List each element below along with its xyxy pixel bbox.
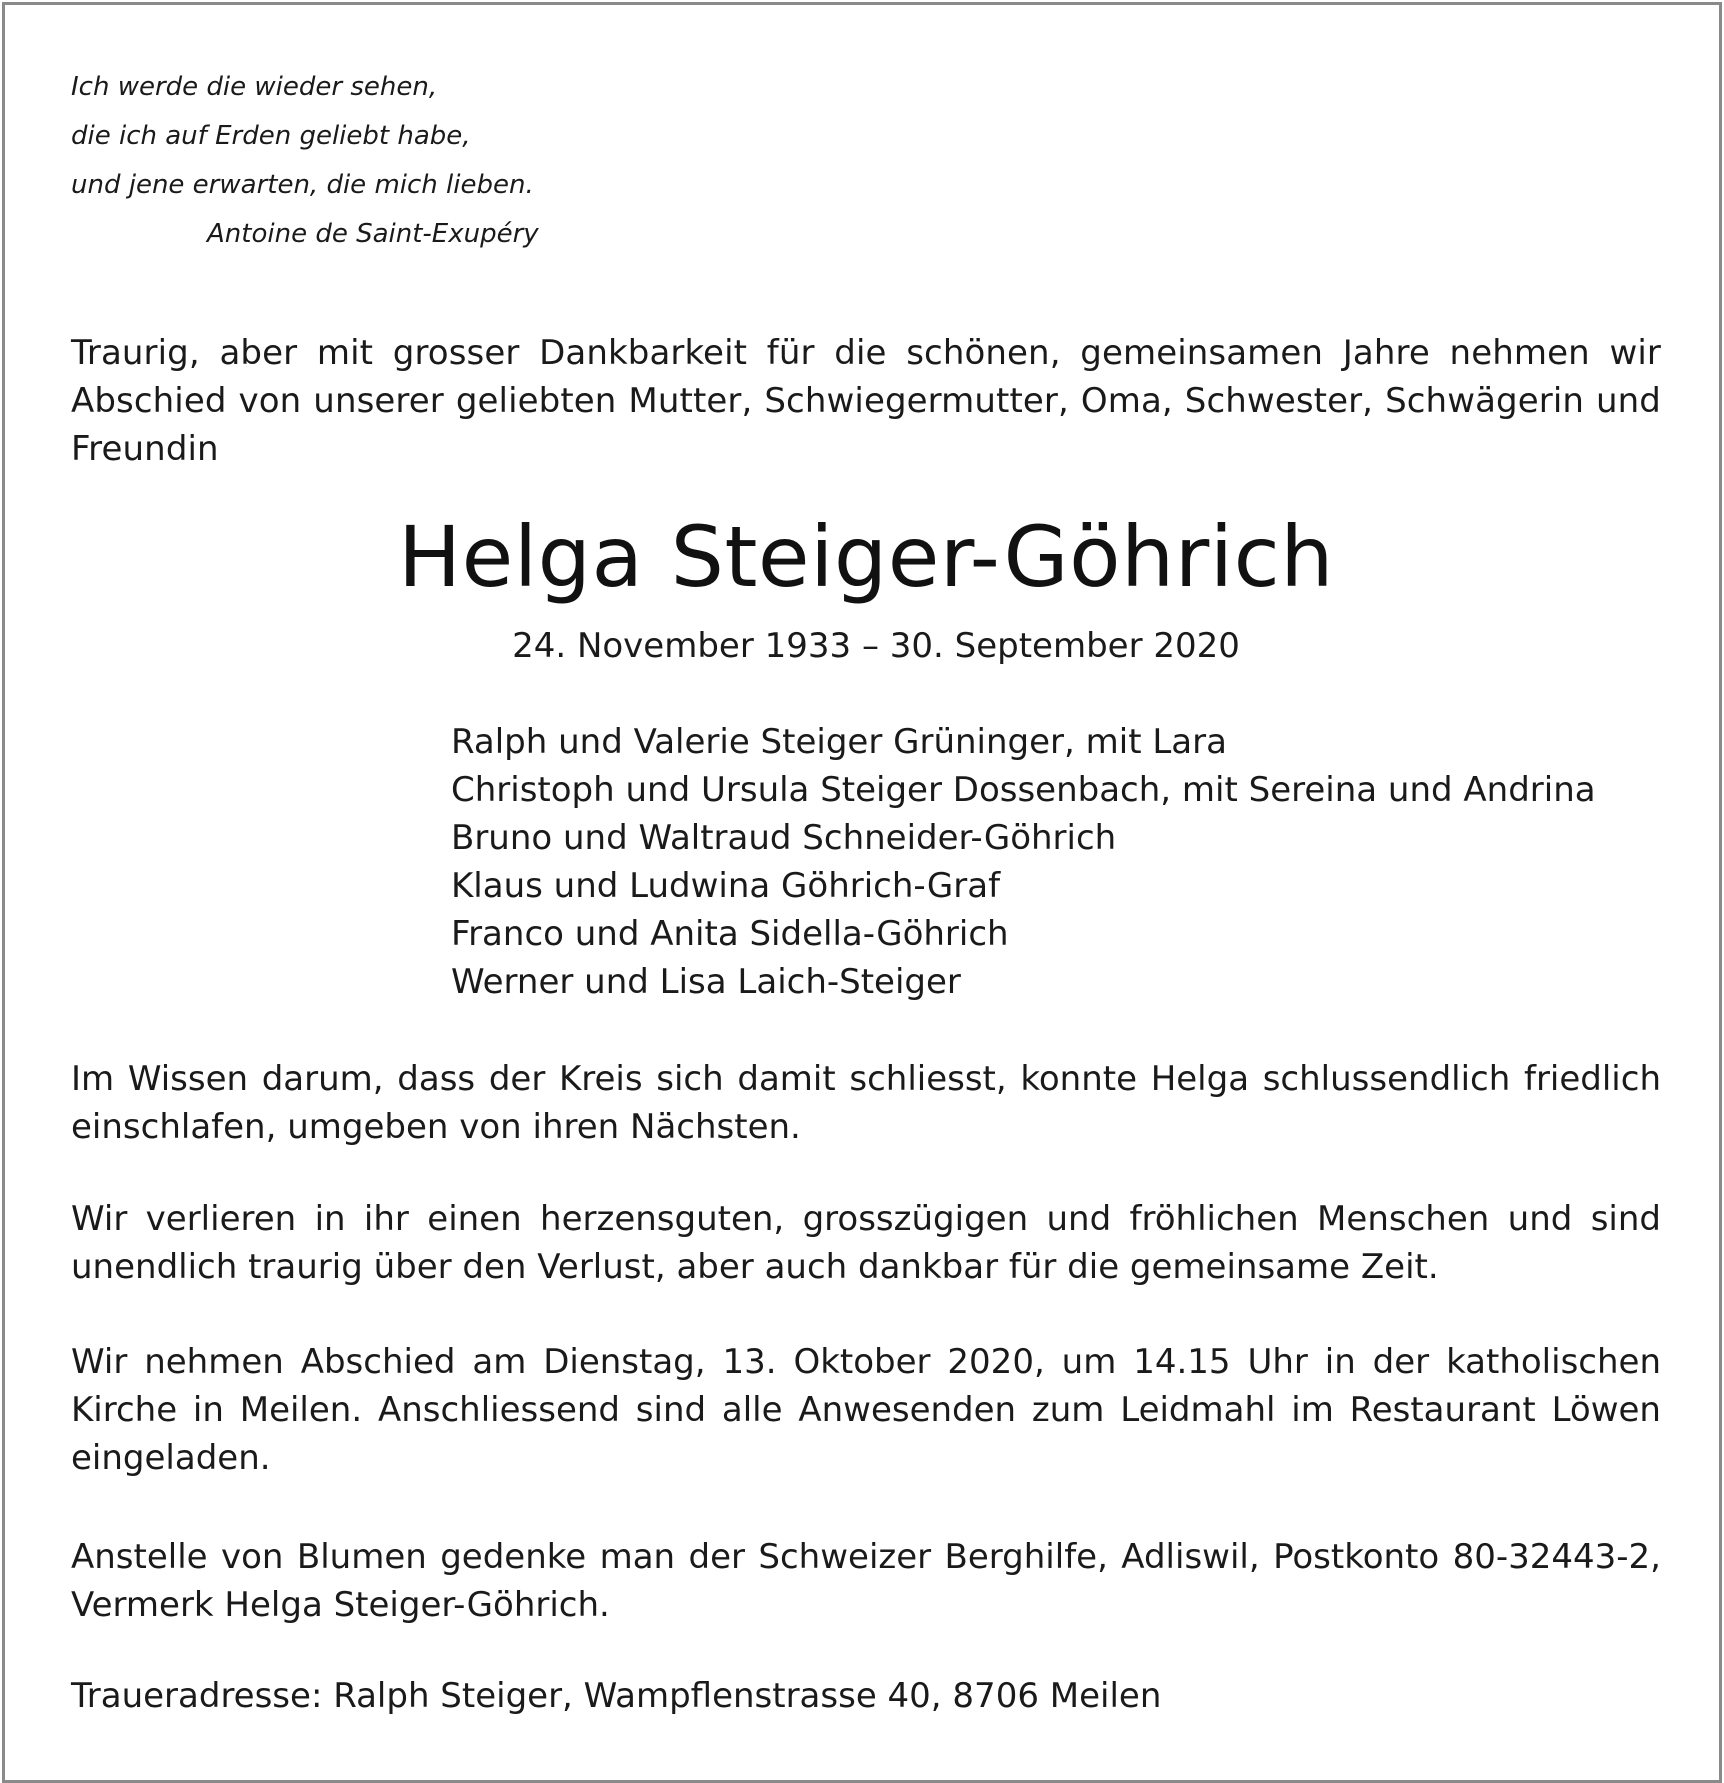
family-member: Franco und Anita Sidella-Göhrich	[451, 914, 1009, 954]
deceased-name: Helga Steiger-Göhrich	[397, 508, 1335, 606]
paragraph-service: Wir nehmen Abschied am Dienstag, 13. Oktober 2020, um 14.15 Uhr in der katholischen Kirche in Meilen. Anschliessend sind alle Anwesenden zum Leidmahl im Restaurant Löwen eingeladen.	[71, 1342, 1661, 1478]
obituary-notice	[2, 2, 1722, 1783]
mourning-address: Traueradresse: Ralph Steiger, Wampflenstrasse 40, 8706 Meilen	[71, 1676, 1162, 1716]
epigraph-quote	[71, 63, 539, 259]
intro-text: Traurig, aber mit grosser Dankbarkeit für die schönen, gemeinsamen Jahre nehmen wir Abschied von unserer geliebten Mutter, Schwiegermutter, Oma, Schwester, Schwägerin und Freundin	[71, 333, 1661, 469]
family-member: Werner und Lisa Laich-Steiger	[451, 962, 961, 1002]
paragraph-donation: Anstelle von Blumen gedenke man der Schweizer Berghilfe, Adliswil, Postkonto 80-32443-2, Vermerk Helga Steiger-Göhrich.	[71, 1537, 1661, 1625]
family-member: Christoph und Ursula Steiger Dossenbach, mit Sereina und Andrina	[451, 770, 1596, 810]
quote-line: die ich auf Erden geliebt habe,	[71, 121, 471, 151]
life-dates: 24. November 1933 – 30. September 2020	[512, 626, 1240, 666]
quote-line: Ich werde die wieder sehen,	[71, 72, 438, 102]
paragraph-tribute: Wir verlieren in ihr einen herzensguten, grosszügigen und fröhlichen Menschen und sind unendlich traurig über den Verlust, aber auch dankbar für die gemeinsame Zeit.	[71, 1199, 1661, 1287]
family-member: Ralph und Valerie Steiger Grüninger, mit Lara	[451, 722, 1227, 762]
family-list	[451, 718, 1596, 1006]
paragraph-passing: Im Wissen darum, dass der Kreis sich damit schliesst, konnte Helga schlussendlich friedlich einschlafen, umgeben von ihren Nächsten.	[71, 1059, 1661, 1147]
quote-author: Antoine de Saint-Exupéry	[207, 219, 539, 249]
quote-line: und jene erwarten, die mich lieben.	[71, 170, 534, 200]
family-member: Bruno und Waltraud Schneider-Göhrich	[451, 818, 1117, 858]
family-member: Klaus und Ludwina Göhrich-Graf	[451, 866, 1001, 906]
